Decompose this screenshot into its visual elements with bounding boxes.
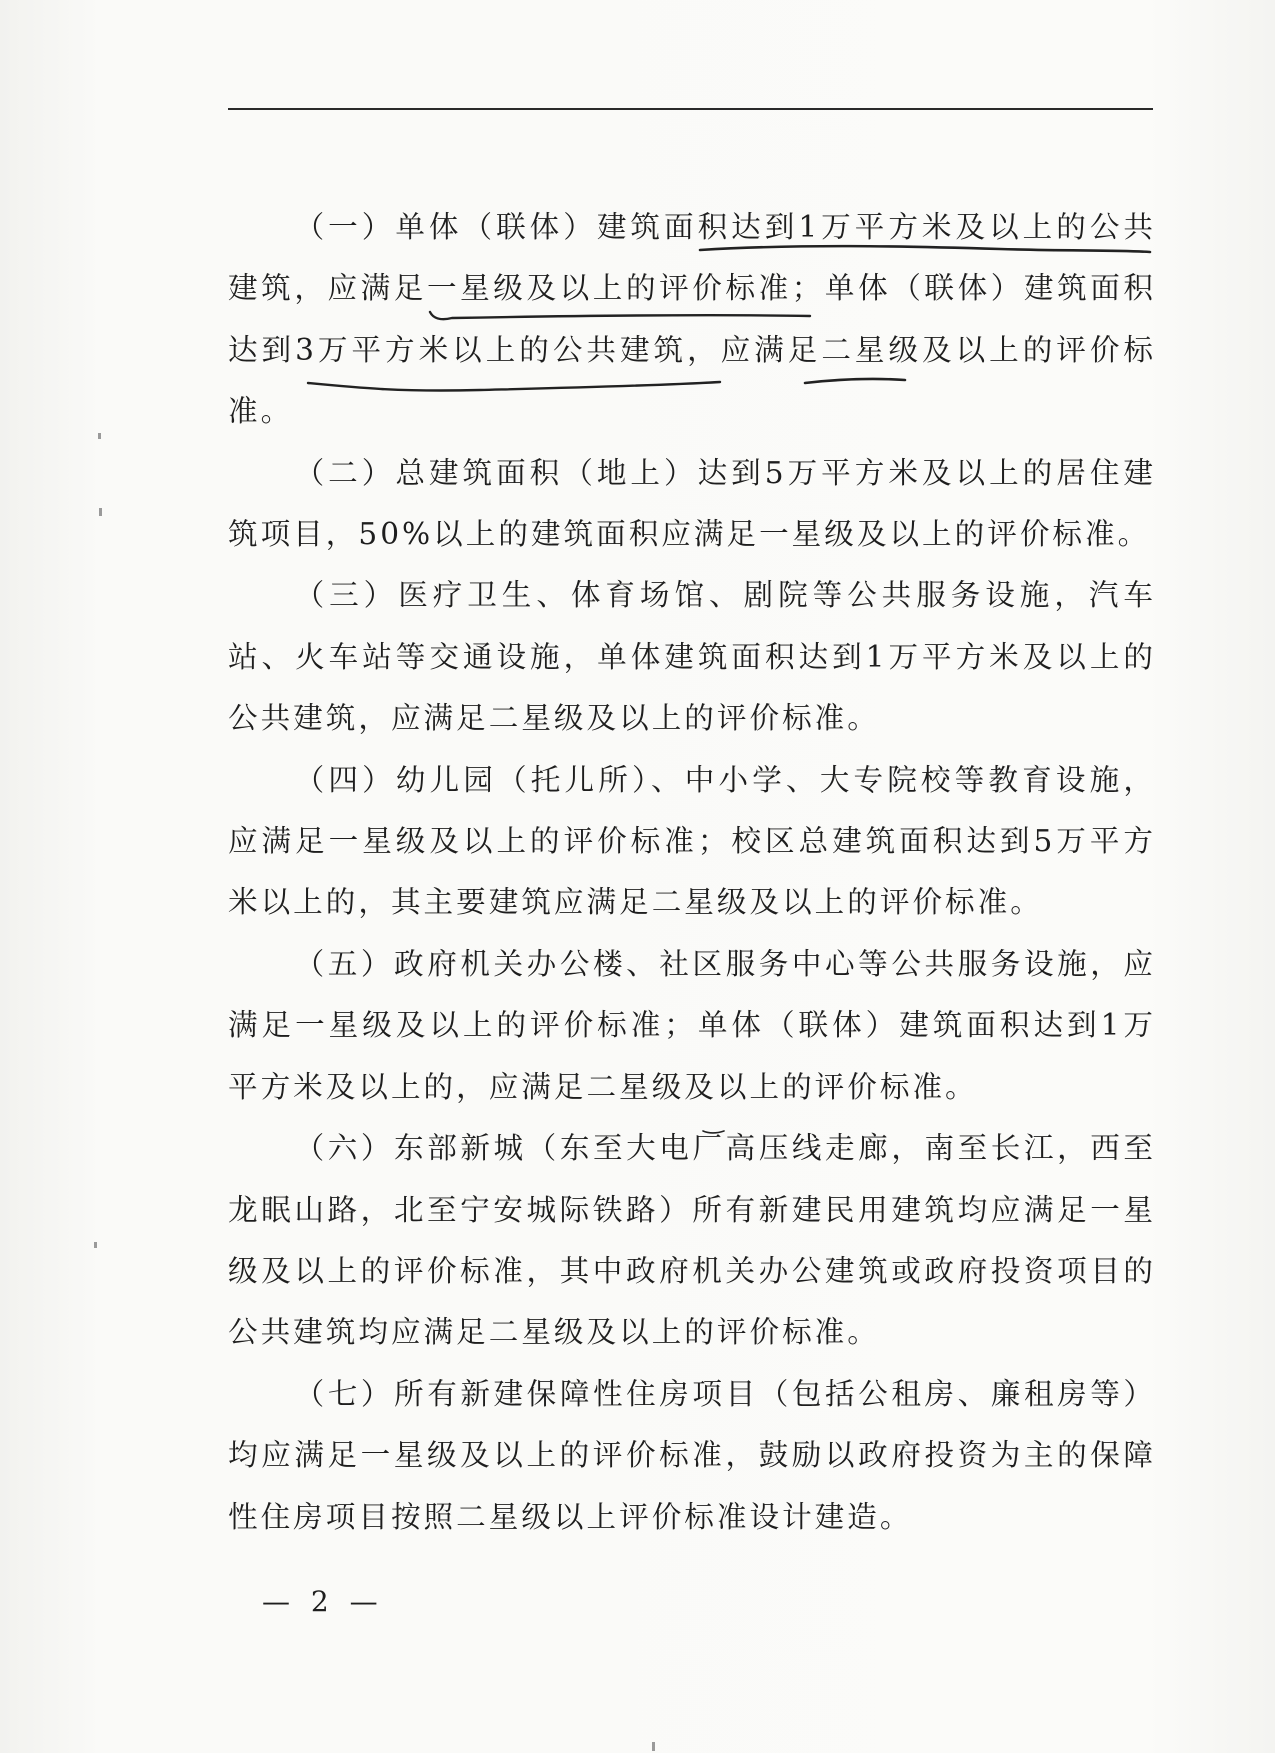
scan-speck: [99, 508, 102, 516]
paragraph-4: （四）幼儿园（托儿所）、中小学、大专院校等教育设施，应满足一星级及以上的评价标准；校区总建筑面积达到5万平方米以上的，其主要建筑应满足二星级及以上的评价标准。: [228, 762, 1156, 920]
paragraph-6: （六）东部新城（东至大电厂高压线走廊，南至长江，西至龙眠山路，北至宁安城际铁路）所有新建民用建筑均应满足一星级及以上的评价标准，其中政府机关办公建筑或政府投资项目的公共建筑均应满足二星级及以上的评价标准。: [228, 1131, 1156, 1350]
paragraph-3: （三）医疗卫生、体育场馆、剧院等公共服务设施，汽车站、火车站等交通设施，单体建筑面积达到1万平方米及以上的公共建筑，应满足二星级及以上的评价标准。: [228, 578, 1156, 736]
paragraph-2: （二）总建筑面积（地上）达到5万平方米及以上的居住建筑项目，50%以上的建筑面积应满足一星级及以上的评价标准。: [228, 455, 1156, 552]
paragraph-1: （一）单体（联体）建筑面积达到1万平方米及以上的公共建筑，应满足一星级及以上的评价标准；单体（联体）建筑面积达到3万平方米以上的公共建筑，应满足二星级及以上的评价标准。: [228, 210, 1156, 429]
scan-speck: [98, 433, 101, 439]
scan-speck: [94, 1242, 97, 1248]
paragraph-7: （七）所有新建保障性住房项目（包括公租房、廉租房等）均应满足一星级及以上的评价标准，鼓励以政府投资为主的保障性住房项目按照二星级以上评价标准设计建造。: [228, 1376, 1156, 1534]
header-rule: [228, 108, 1153, 110]
paragraph-5: （五）政府机关办公楼、社区服务中心等公共服务设施，应满足一星级及以上的评价标准；单体（联体）建筑面积达到1万平方米及以上的，应满足二星级及以上的评价标准。: [228, 946, 1156, 1104]
page-number: — 2 —: [262, 1585, 384, 1618]
document-body: [228, 197, 1156, 1548]
scan-speck: [652, 1742, 655, 1751]
